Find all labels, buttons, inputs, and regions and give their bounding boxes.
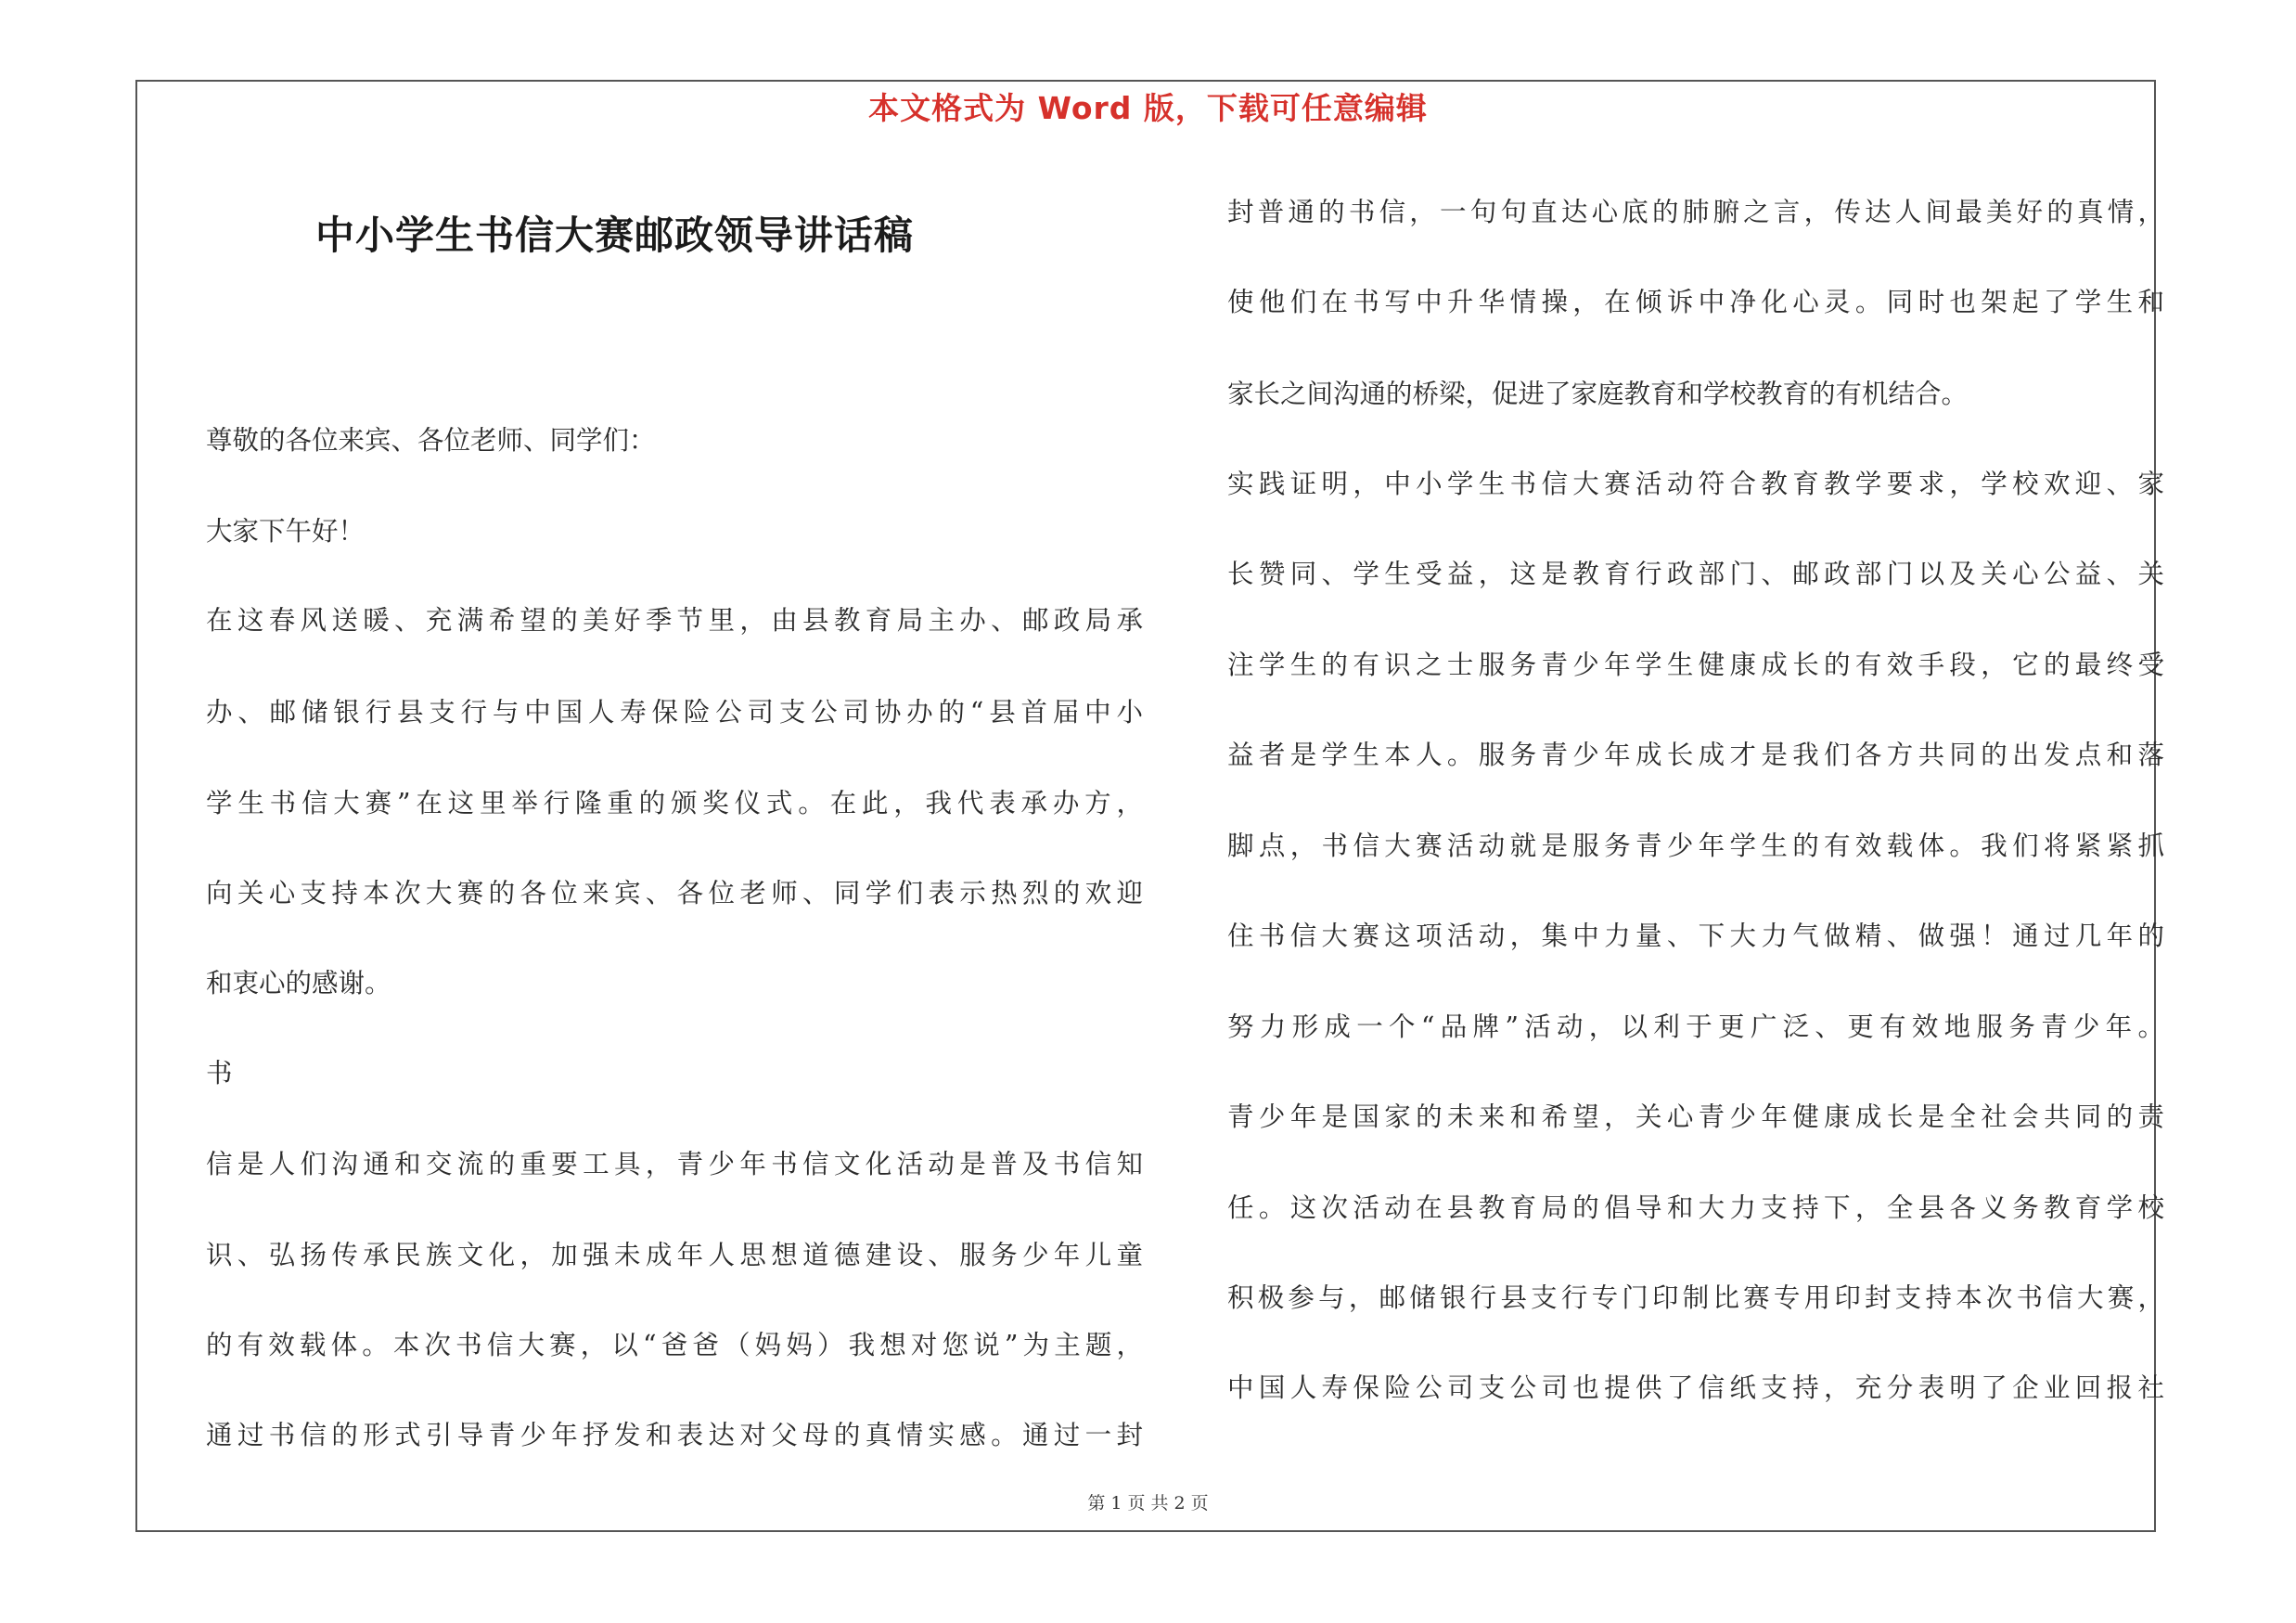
body-line: 中国人寿保险公司支公司也提供了信纸支持，充分表明了企业回报社 [1227, 1372, 2164, 1403]
body-line: 封普通的书信，一句句直达心底的肺腑之言，传达人间最美好的真情， [1227, 197, 2164, 227]
body-line: 信是人们沟通和交流的重要工具，青少年书信文化活动是普及书信知 [206, 1149, 1143, 1179]
body-line: 向关心支持本次大赛的各位来宾、各位老师、同学们表示热烈的欢迎 [206, 878, 1143, 908]
body-line: 努力形成一个“品牌”活动，以利于更广泛、更有效地服务青少年。 [1227, 1011, 2164, 1042]
page-footer: 第 1 页 共 2 页 [1087, 1493, 1209, 1514]
body-line: 益者是学生本人。服务青少年成长成才是我们各方共同的出发点和落 [1227, 740, 2164, 770]
body-line: 家长之间沟通的桥梁，促进了家庭教育和学校教育的有机结合。 [1227, 379, 1969, 409]
body-line: 注学生的有识之士服务青少年学生健康成长的有效手段，它的最终受 [1227, 650, 2164, 680]
body-line: 使他们在书写中升华情操，在倾诉中净化心灵。同时也架起了学生和 [1227, 287, 2164, 317]
format-banner: 本文格式为 Word 版，下载可任意编辑 [868, 90, 1428, 126]
body-line: 长赞同、学生受益，这是教育行政部门、邮政部门以及关心公益、关 [1227, 559, 2164, 589]
body-line: 大家下午好！ [206, 516, 366, 547]
body-line: 任。这次活动在县教育局的倡导和大力支持下，全县各义务教育学校 [1227, 1192, 2164, 1223]
body-line: 通过书信的形式引导青少年抒发和表达对父母的真情实感。通过一封 [206, 1420, 1143, 1450]
body-line: 积极参与，邮储银行县支行专门印制比赛专用印封支持本次书信大赛， [1227, 1282, 2164, 1313]
body-line: 脚点，书信大赛活动就是服务青少年学生的有效载体。我们将紧紧抓 [1227, 831, 2164, 861]
body-line: 的有效载体。本次书信大赛，以“爸爸（妈妈）我想对您说”为主题， [206, 1330, 1143, 1360]
body-line: 办、邮储银行县支行与中国人寿保险公司支公司协办的“县首届中小 [206, 697, 1143, 728]
body-line: 书 [206, 1058, 233, 1088]
body-line: 实践证明，中小学生书信大赛活动符合教育教学要求，学校欢迎、家 [1227, 469, 2164, 499]
body-line: 和衷心的感谢。 [206, 968, 391, 998]
body-line: 识、弘扬传承民族文化，加强未成年人思想道德建设、服务少年儿童 [206, 1240, 1143, 1270]
body-line: 住书信大赛这项活动，集中力量、下大力气做精、做强！通过几年的 [1227, 921, 2164, 951]
body-line: 尊敬的各位来宾、各位老师、同学们： [206, 425, 656, 456]
body-line: 学生书信大赛”在这里举行隆重的颁奖仪式。在此，我代表承办方， [206, 788, 1143, 818]
body-line: 在这春风送暖、充满希望的美好季节里，由县教育局主办、邮政局承 [206, 605, 1143, 636]
body-line: 青少年是国家的未来和希望，关心青少年健康成长是全社会共同的责 [1227, 1101, 2164, 1132]
document-title: 中小学生书信大赛邮政领导讲话稿 [315, 213, 915, 258]
